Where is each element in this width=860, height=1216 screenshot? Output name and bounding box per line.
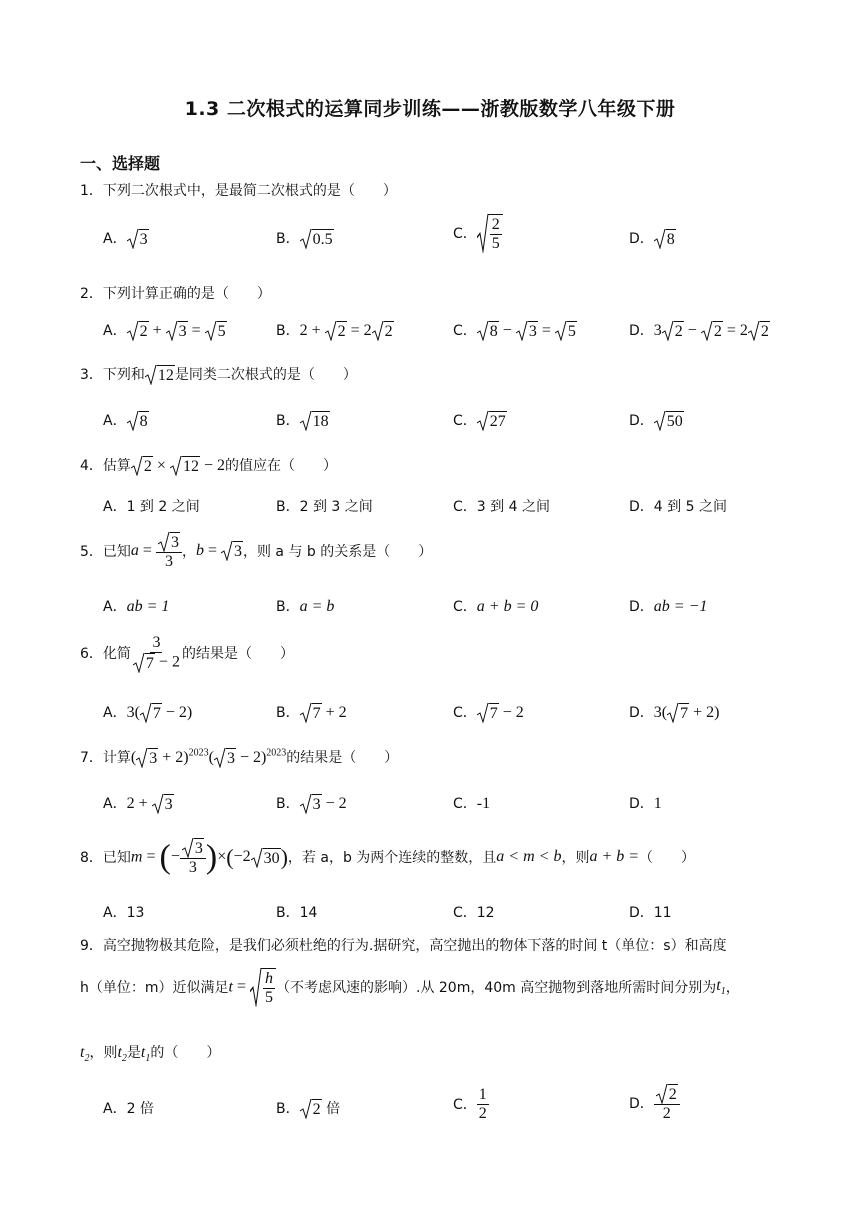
q8-option-c[interactable]: C．12	[453, 905, 495, 921]
q9-option-b[interactable]: B． 2 倍	[276, 1101, 341, 1119]
q3-option-b[interactable]: B． 18	[276, 413, 329, 431]
q1-option-d[interactable]: D． 8	[629, 231, 675, 249]
q8-option-a[interactable]: A．13	[103, 905, 145, 921]
q4-option-a[interactable]: A．1 到 2 之间	[103, 499, 200, 515]
question-1-stem: 1．下列二次根式中，是最简二次根式的是（ ）	[80, 183, 397, 199]
q3-option-d[interactable]: D． 50	[629, 413, 683, 431]
q5-option-b[interactable]: B．a = b	[276, 598, 335, 615]
q5-option-a[interactable]: A．ab = 1	[103, 598, 170, 615]
q4-option-d[interactable]: D．4 到 5 之间	[629, 499, 727, 515]
q5-option-d[interactable]: D．ab = −1	[629, 598, 708, 615]
q2-option-b[interactable]: B．2 + 2 = 2 2	[276, 322, 393, 341]
q6-option-d[interactable]: D．3( 7 + 2)	[629, 704, 720, 723]
question-3-stem: 3．下列和 12 是同类二次根式的是（ ）	[80, 367, 357, 385]
question-7-stem: 7．计算( 3 + 2)$^{2023}$( 3 − 2)$^{2023}$的结果是（ ）	[80, 747, 399, 768]
q1-option-c[interactable]: C． $\frac{2}{5}$	[453, 214, 503, 253]
q1-option-b[interactable]: B． 0.5	[276, 231, 333, 249]
q7-option-b[interactable]: B． 3 − 2	[276, 795, 347, 814]
q9-option-c[interactable]: C． $\frac{1}{2}$	[453, 1086, 487, 1122]
q3-option-a[interactable]: A． 8	[103, 413, 148, 431]
q6-option-b[interactable]: B． 7 + 2	[276, 704, 347, 723]
page-title: 1.3 二次根式的运算同步训练——浙教版数学八年级下册	[184, 98, 676, 120]
q8-option-d[interactable]: D．11	[629, 905, 672, 921]
q7-option-c[interactable]: C．-1	[453, 795, 491, 812]
question-9-line-1: 9．高空抛物极其危险，是我们必须杜绝的行为.据研究，高空抛出的物体下落的时间 t（单位：s）和高度	[80, 938, 727, 954]
q9-option-a[interactable]: A．2 倍	[103, 1101, 154, 1117]
question-8-stem: 8．已知m = (− $\frac{3}{3}$ )×(−2 30 )，若 a，b 为两个连续的整数，且a < m < b，则a + b =（ ）	[80, 838, 696, 876]
q7-option-a[interactable]: A．2 + 3	[103, 795, 173, 814]
q3-option-c[interactable]: C． 27	[453, 413, 506, 431]
q4-option-b[interactable]: B．2 到 3 之间	[276, 499, 373, 515]
q9-option-d[interactable]: D． $\frac{2}{2}$	[629, 1084, 680, 1123]
q4-option-c[interactable]: C．3 到 4 之间	[453, 499, 550, 515]
q1-option-a[interactable]: A． 3	[103, 231, 148, 249]
question-4-stem: 4．估算 2 × 12 − 2的值应在（ ）	[80, 457, 337, 476]
section-heading: 一、选择题	[80, 154, 161, 173]
q5-option-c[interactable]: C．a + b = 0	[453, 598, 539, 615]
q2-option-a[interactable]: A． 2 + 3 = 5	[103, 322, 226, 341]
q2-option-c[interactable]: C． 8 − 3 = 5	[453, 322, 576, 341]
question-9-line-3: $t_2$，则$t_2$是$t_1$的（ ）	[80, 1044, 221, 1065]
q6-option-a[interactable]: A．3( 7 − 2)	[103, 704, 193, 723]
q2-option-d[interactable]: D．3 2 − 2 = 2 2	[629, 322, 769, 341]
q8-option-b[interactable]: B．14	[276, 905, 318, 921]
question-5-stem: 5．已知a = $\frac{3}{3}$ ，b = 3 ，则 a 与 b 的关系是（ ）	[80, 534, 433, 570]
q6-option-c[interactable]: C． 7 − 2	[453, 704, 524, 723]
question-9-line-2: h（单位：m）近似满足t = $\frac{h}{5}$ （不考虑风速的影响）.从 20m，40m 高空抛物到落地所需时间分别为$t_1$，	[80, 970, 740, 1006]
q7-option-d[interactable]: D．1	[629, 795, 662, 812]
question-6-stem: 6．化简 3 7 − 2 的结果是（ ）	[80, 634, 294, 672]
question-2-stem: 2．下列计算正确的是（ ）	[80, 286, 271, 302]
